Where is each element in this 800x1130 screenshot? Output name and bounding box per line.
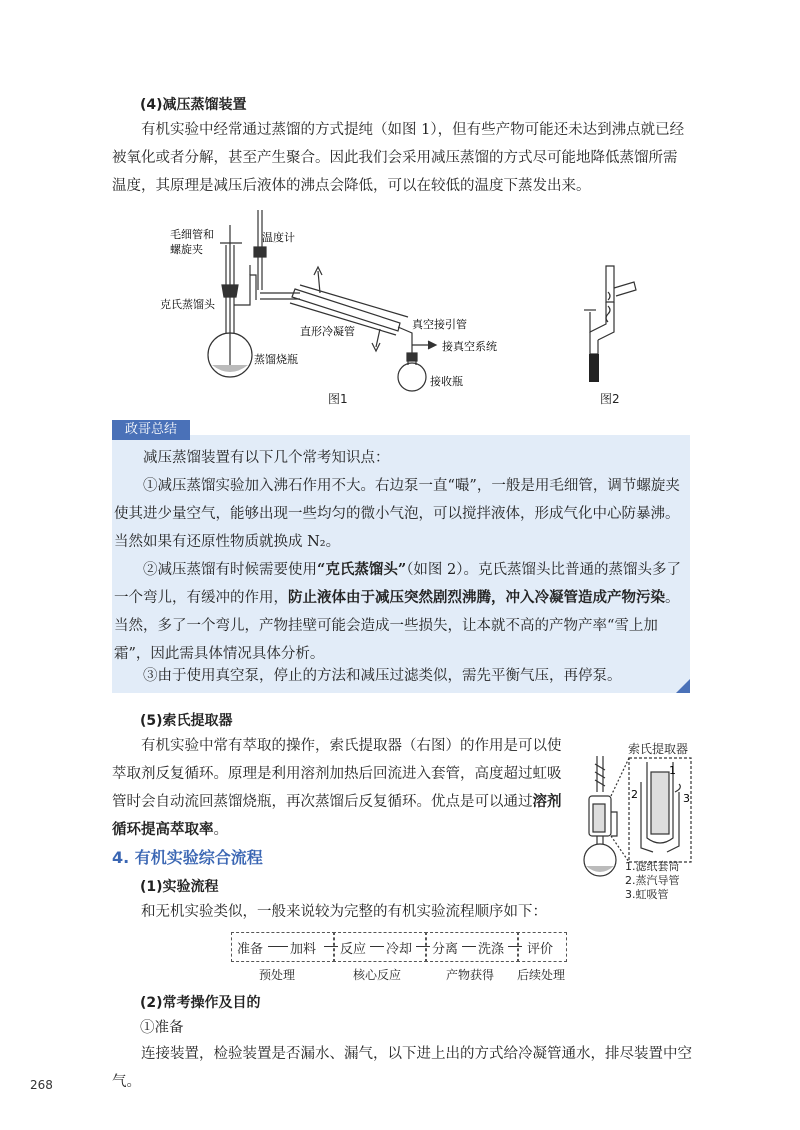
soxhlet-number-1: 1 — [669, 764, 676, 777]
flow-caption-product: 产物获得 — [446, 968, 495, 982]
summary-p2d: 防止液体由于减压突然剧烈沸腾，冲入冷凝管造成产物污染 — [288, 589, 665, 606]
fig1-label-vacuum: 接真空系统 — [442, 340, 497, 353]
flow-connector-5 — [462, 946, 476, 947]
summary-tab: 政哥总结 — [112, 420, 190, 440]
soxhlet-legend-3: 3.虹吸管 — [625, 888, 669, 901]
section4-paragraph: 有机实验中经常通过蒸馏的方式提纯（如图 1），但有些产物可能还未达到沸点就已经被氧化或者分解，甚至产生聚合。因此我们会采用减压蒸馏的方式尽可能地降低蒸馏所需温度，其原理是减压后液体的沸点会降低，可以在较低的温度下蒸发出来。 — [112, 122, 685, 194]
figure1-caption: 图1 — [328, 392, 348, 406]
subsection2-heading: (2)常考操作及目的 — [140, 995, 261, 1011]
soxhlet-number-3: 3 — [683, 792, 690, 805]
flow-connector-2 — [324, 946, 338, 947]
subsection2-paragraph: 连接装置，检验装置是否漏水、漏气，以下进上出的方式给冷凝管通水，排尽装置中空气。 — [112, 1046, 692, 1090]
soxhlet-legend-2: 2.蒸汽导管 — [625, 874, 680, 887]
flow-step-7: 评价 — [527, 942, 554, 957]
soxhlet-number-2: 2 — [631, 788, 638, 801]
fig1-label-thermometer: 温度计 — [262, 231, 295, 244]
subsection1-paragraph: 和无机实验类似，一般来说较为完整的有机实验流程顺序如下： — [141, 904, 547, 920]
section5-para-a: 有机实验中常有萃取的操作，索氏提取器（右图）的作用是可以使萃取剂反复循环。原理是利用溶剂加热后回流进入套管，高度超过虹吸管时会自动流回蒸馏烧瓶，再次蒸馏后反复循环。优点是可以通过 — [112, 738, 562, 810]
fig1-label-receiver: 接收瓶 — [430, 375, 463, 388]
figure1-vacuum-distillation — [150, 205, 540, 415]
summary-intro: 减压蒸馏装置有以下几个常考知识点： — [143, 450, 390, 466]
section5-heading: (5)索氏提取器 — [140, 713, 233, 729]
soxhlet-title: 索氏提取器 — [628, 742, 689, 756]
summary-point-1: ①减压蒸馏实验加入沸石作用不大。右边泵一直“嘬”，一般是用毛细管，调节螺旋夹使其进少量空气，能够出现一些均匀的微小气泡，可以搅拌液体，形成气化中心防暴沸。当然如果有还原性物质就换成 N₂。 — [114, 478, 680, 550]
flow-caption-followup: 后续处理 — [517, 968, 566, 982]
fig1-label-clamp: 螺旋夹 — [170, 243, 203, 256]
fig1-label-condenser: 直形冷凝管 — [300, 325, 355, 338]
section4-heading: (4)减压蒸馏装置 — [140, 97, 247, 113]
flow-step-5: 分离 — [432, 942, 459, 957]
subsection2-item: ①准备 — [140, 1020, 184, 1036]
summary-p2b: “克氏蒸馏头” — [317, 561, 407, 578]
page-number: 268 — [30, 1078, 53, 1092]
summary-p2e: 。当然，多了一个弯儿，产物挂壁可能会造成一些损失，让本就不高的产物产率“雪上加霜”，因此需具体情况具体分析。 — [114, 590, 680, 662]
fig1-label-claisen: 克氏蒸馏头 — [160, 298, 215, 311]
flow-step-3: 反应 — [340, 942, 367, 957]
summary-point-2 — [114, 556, 682, 668]
flow-connector-1 — [268, 946, 288, 947]
section-4-title: 4. 有机实验综合流程 — [112, 848, 263, 867]
summary-p2c: （如图 2）。克氏蒸馏头比普通的蒸馏头多了一个弯儿，有缓冲的作用， — [114, 562, 682, 606]
summary-point-3: ③由于使用真空泵，停止的方法和减压过滤类似，需先平衡气压，再停泵。 — [143, 668, 622, 684]
flow-connector-3 — [370, 946, 384, 947]
flow-step-4: 冷却 — [386, 942, 413, 957]
fig1-label-flask: 蒸馏烧瓶 — [254, 353, 298, 366]
flow-step-6: 洗涤 — [478, 942, 505, 957]
flow-caption-pretreatment: 预处理 — [259, 968, 296, 982]
section5-paragraph — [112, 732, 572, 844]
flow-connector-4 — [416, 946, 430, 947]
fig1-label-adapter: 真空接引管 — [412, 318, 467, 331]
flow-caption-core: 核心反应 — [353, 968, 402, 982]
flow-step-1: 准备 — [237, 942, 264, 957]
fig2-stopper — [589, 354, 599, 382]
summary-p2a: ②减压蒸馏有时候需要使用 — [143, 562, 317, 578]
flow-step-2: 加料 — [290, 942, 317, 957]
figure2-caption: 图2 — [600, 392, 620, 406]
flow-connector-6 — [508, 946, 522, 947]
subsection1-heading: (1)实验流程 — [140, 879, 219, 895]
section5-para-c: 。 — [213, 822, 228, 838]
soxhlet-legend-1: 1.滤纸套筒 — [625, 860, 680, 873]
figure1-drawing — [208, 210, 436, 391]
section5-para-b: 溶剂循环提高萃取率 — [112, 793, 562, 838]
figure2-claisen-head — [562, 262, 652, 387]
fig1-label-capillary: 毛细管和 — [170, 228, 214, 241]
